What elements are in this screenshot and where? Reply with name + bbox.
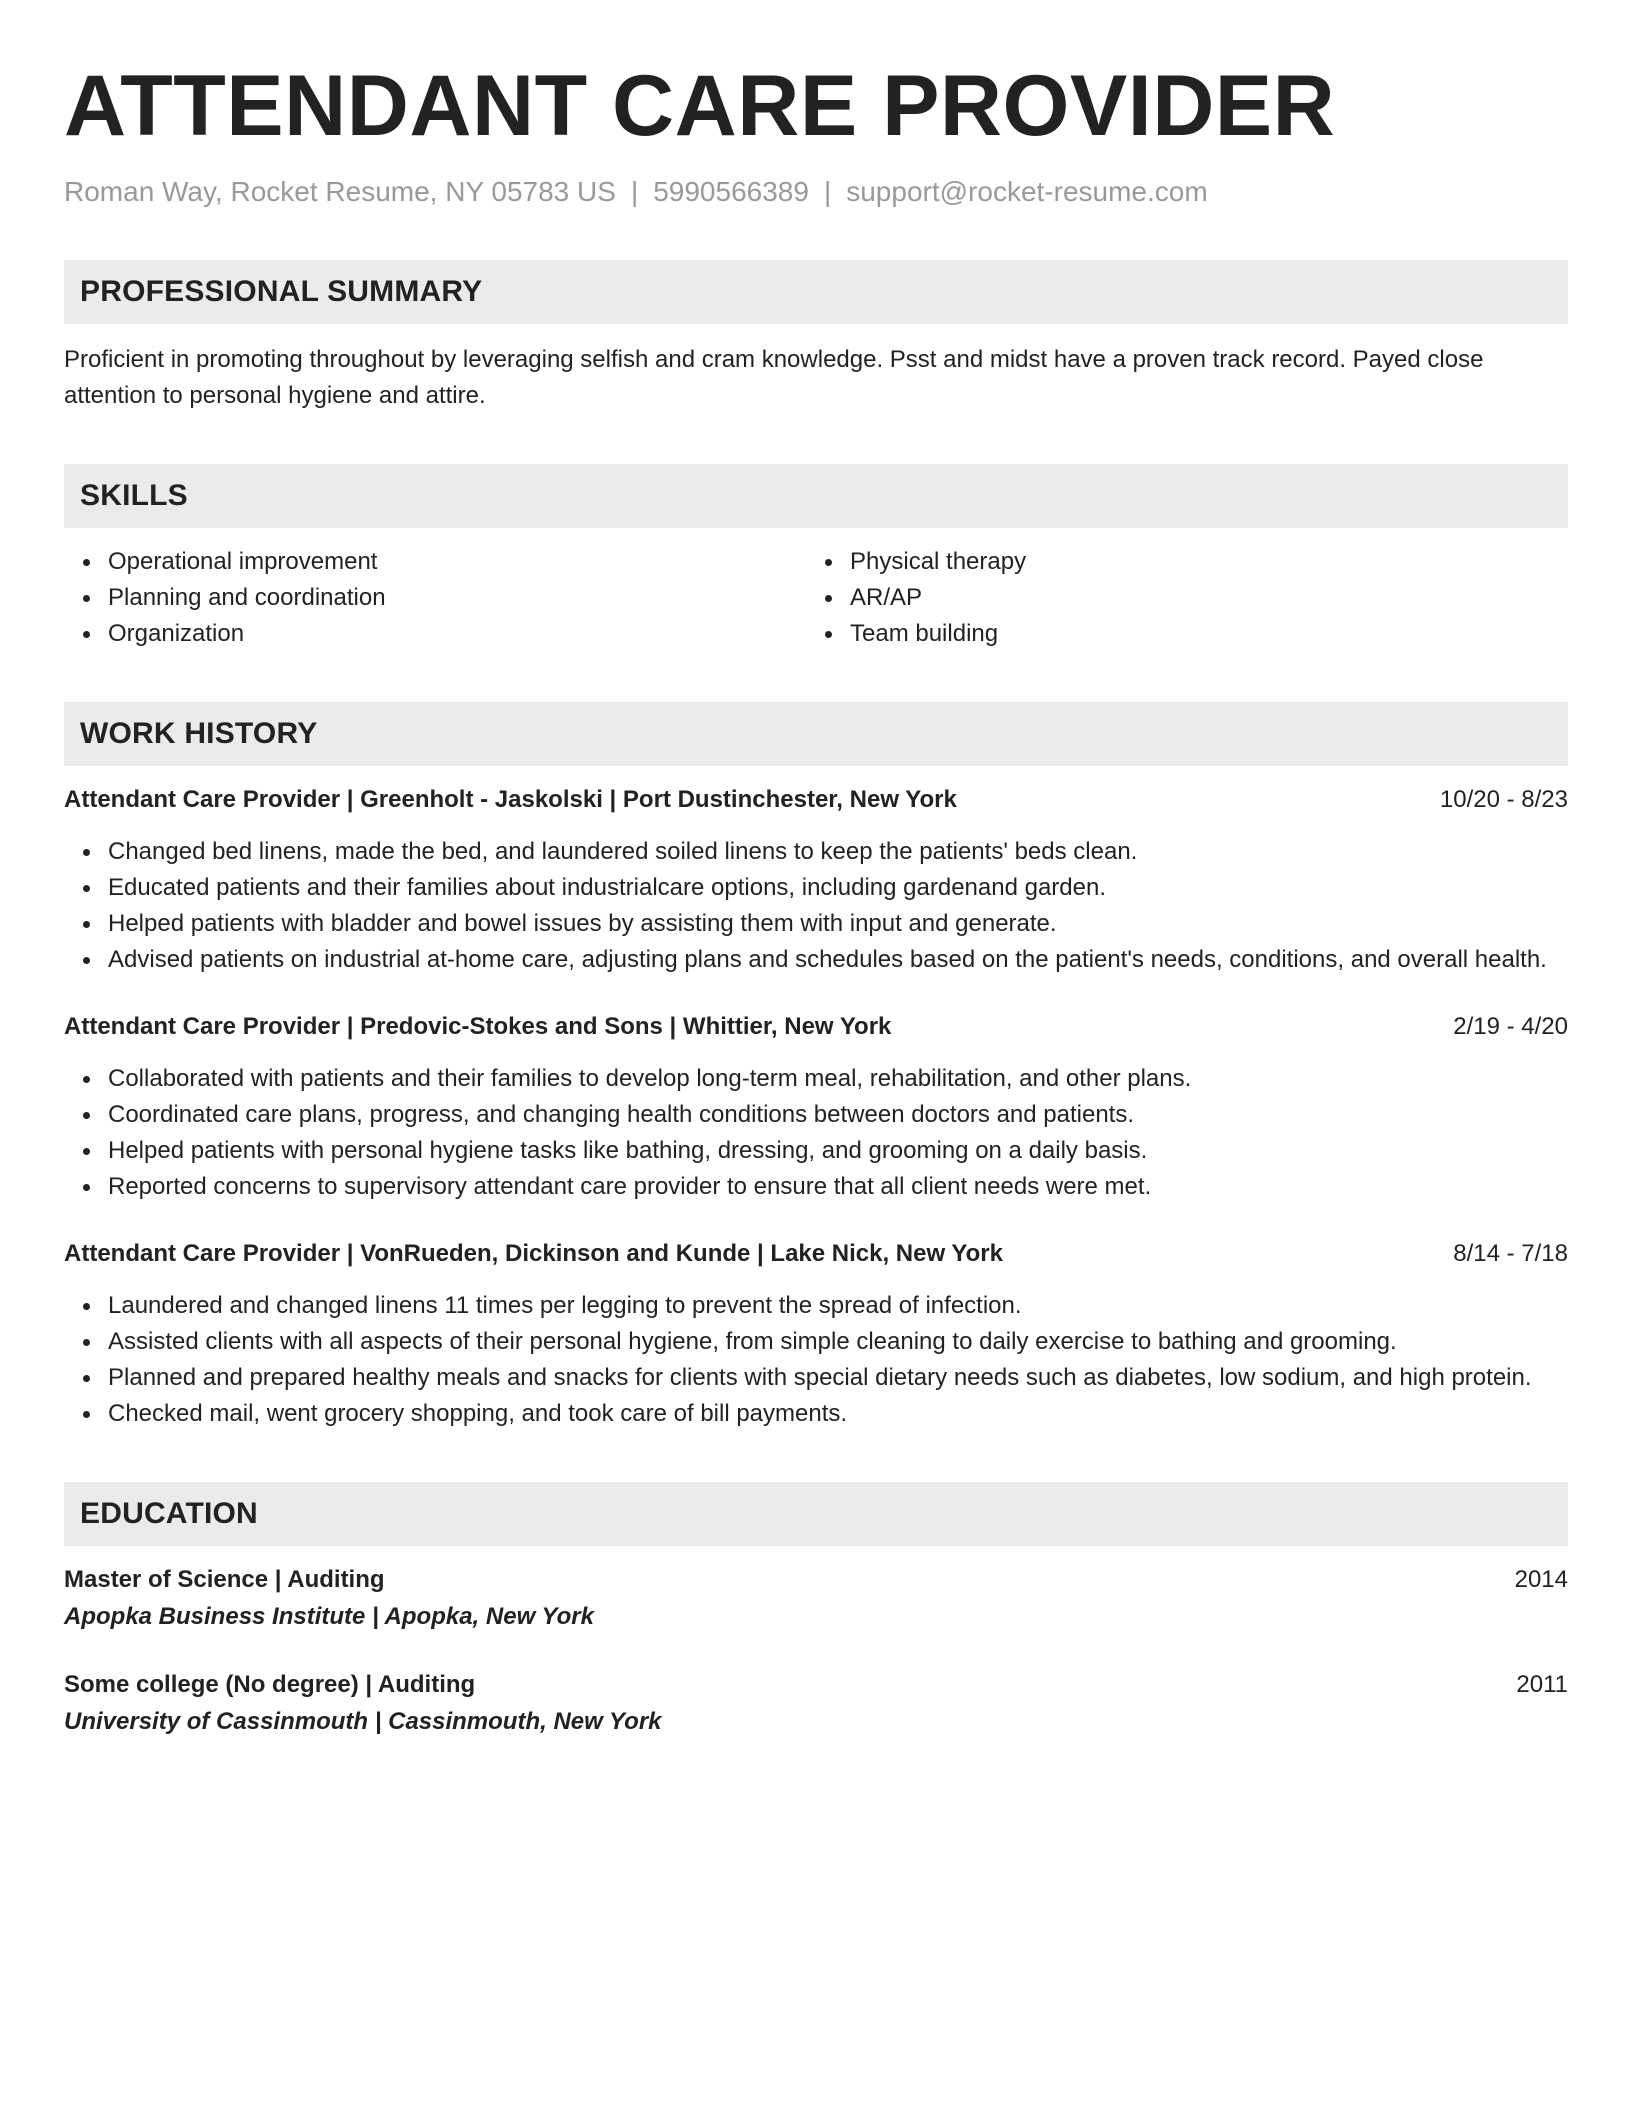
education-school: University of Cassinmouth | Cassinmouth, New York xyxy=(64,1708,662,1735)
duty-item: Advised patients on industrial at-home care, adjusting plans and schedules based on the patient's needs, conditions, and overall health. xyxy=(108,942,1568,978)
job-title: Attendant Care Provider | Greenholt - Jaskolski | Port Dustinchester, New York xyxy=(64,786,957,813)
skill-item: AR/AP xyxy=(850,580,1568,616)
job-duties xyxy=(64,834,1568,978)
job-dates: 10/20 - 8/23 xyxy=(1439,786,1568,813)
education-entry xyxy=(64,1562,1568,1636)
duty-item: Assisted clients with all aspects of their personal hygiene, from simple cleaning to daily exercise to bathing and grooming. xyxy=(108,1324,1568,1360)
skill-item: Team building xyxy=(850,616,1568,652)
duty-item: Educated patients and their families about industrialcare options, including gardenand garden. xyxy=(108,870,1568,906)
duty-item: Changed bed linens, made the bed, and laundered soiled linens to keep the patients' beds clean. xyxy=(108,834,1568,870)
job-title: Attendant Care Provider | Predovic-Stokes and Sons | Whittier, New York xyxy=(64,1013,892,1040)
job-entry xyxy=(64,1009,1568,1205)
job-entry xyxy=(64,782,1568,978)
contact-address: Roman Way, Rocket Resume, NY 05783 US xyxy=(64,176,616,207)
contact-line xyxy=(64,174,1568,210)
skill-item: Planning and coordination xyxy=(108,580,806,616)
duty-item: Helped patients with personal hygiene tasks like bathing, dressing, and grooming on a daily basis. xyxy=(108,1133,1568,1169)
skills-column-left xyxy=(64,544,806,652)
duty-item: Planned and prepared healthy meals and snacks for clients with special dietary needs such as diabetes, low sodium, and high protein. xyxy=(108,1360,1568,1396)
duty-item: Coordinated care plans, progress, and changing health conditions between doctors and patients. xyxy=(108,1097,1568,1133)
section-header-education: EDUCATION xyxy=(64,1482,1568,1546)
contact-phone: 5990566389 xyxy=(653,176,809,207)
job-title: Attendant Care Provider | VonRueden, Dickinson and Kunde | Lake Nick, New York xyxy=(64,1240,1003,1267)
education-school: Apopka Business Institute | Apopka, New York xyxy=(64,1603,594,1630)
contact-email[interactable]: support@rocket-resume.com xyxy=(846,176,1208,207)
education-year: 2014 xyxy=(1514,1566,1568,1593)
education-year: 2011 xyxy=(1516,1671,1568,1698)
duty-item: Laundered and changed linens 11 times per legging to prevent the spread of infection. xyxy=(108,1288,1568,1324)
skills-column-right xyxy=(806,544,1568,652)
skill-item: Organization xyxy=(108,616,806,652)
contact-separator: | xyxy=(823,176,832,207)
summary-text: Proficient in promoting throughout by leveraging selfish and cram knowledge. Psst and midst have a proven track record. Payed close attention to personal hygiene and attire. xyxy=(64,346,1484,409)
duty-item: Helped patients with bladder and bowel issues by assisting them with input and generate. xyxy=(108,906,1568,942)
skills-list xyxy=(64,544,1568,652)
duty-item: Checked mail, went grocery shopping, and took care of bill payments. xyxy=(108,1396,1568,1432)
job-entry xyxy=(64,1236,1568,1432)
job-duties xyxy=(64,1061,1568,1205)
duty-item: Reported concerns to supervisory attendant care provider to ensure that all client needs were met. xyxy=(108,1169,1568,1205)
education-entry xyxy=(64,1667,1568,1741)
resume-name: ATTENDANT CARE PROVIDER xyxy=(64,58,1336,154)
education-degree: Master of Science | Auditing xyxy=(64,1566,385,1593)
job-duties xyxy=(64,1288,1568,1432)
section-header-work-history: WORK HISTORY xyxy=(64,702,1568,766)
section-header-summary: PROFESSIONAL SUMMARY xyxy=(64,260,1568,324)
skill-item: Physical therapy xyxy=(850,544,1568,580)
education-degree: Some college (No degree) | Auditing xyxy=(64,1671,476,1698)
section-header-skills: SKILLS xyxy=(64,464,1568,528)
job-dates: 2/19 - 4/20 xyxy=(1453,1013,1568,1040)
contact-separator: | xyxy=(630,176,639,207)
duty-item: Collaborated with patients and their families to develop long-term meal, rehabilitation, and other plans. xyxy=(108,1061,1568,1097)
job-dates: 8/14 - 7/18 xyxy=(1453,1240,1568,1267)
skill-item: Operational improvement xyxy=(108,544,806,580)
